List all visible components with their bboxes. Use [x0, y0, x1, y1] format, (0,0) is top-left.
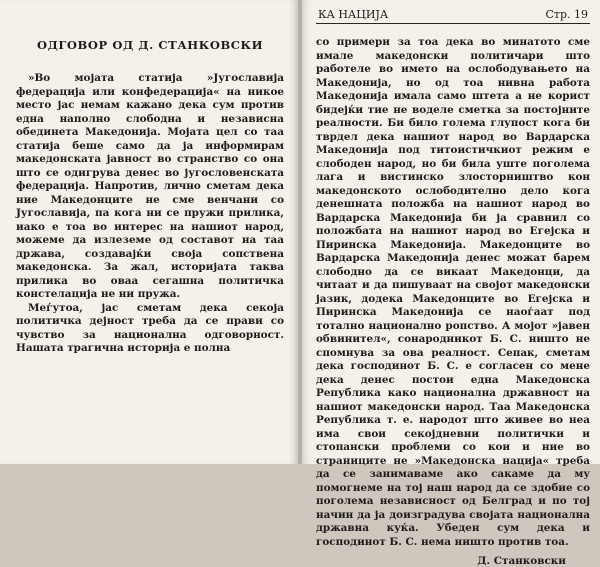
author-signature: Д. Станковски — [477, 555, 566, 567]
running-head-title: КА НАЦИЈА — [318, 8, 389, 21]
page-number: Стр. 19 — [545, 8, 588, 21]
article-title: ОДГОВОР ОД Д. СТАНКОВСКИ — [36, 38, 264, 52]
left-paragraph-1: »Во мојата статија »Југославија федерација или конфедерација« на никое место јас немам кажано дека сум против една наполно слободна и независна обединета Македонија. Мојата цел со таа статија беше само да ја информирам македонската јавност во странство со она што се одигрува денес во југословенската федерација. Напротив, лично сметам дека ние Македонците не сме венчани со Југославија, па кога ни се пружи прилика, иако е тоа во интерес на нашиот народ, можеме да излеземе од составот на таа држава, создавајќи своја сопствена македонска. За жал, историјата таква прилика во оваа сегашна политичка констелација не ни пружа. — [16, 72, 284, 300]
right-paragraph-1: со примери за тоа дека во минатото сме имале македонски политичари што работеле во името на ослободувањето на Македонија, но од тоа нивна работа Македонија имала само штета а не корист бидејќи тие не воделе сметка за постојните реалности. Би било голема глупост кога би тврдел дека нашиот народ во Вардарска Македонија под титоистичкиот режим е слободен народ, но би била уште поголема лага и вистинско злосторништво кон македонското ослободително дело кога денешната положба на нашиот народ во Вардарска Македонија би ја сравнил со положбата на нашиот народ во Егејска и Пиринска Македонија. Македонците во Вардарска Македонија денес можат барем слободно да се викаат Македонци, да читаат и да пишуваат на својот македонски јазик, додека Македонците во Егејска и Пиринска Македонија се наоѓаат под тотално национално ропство. А мојот »јавен обвинител«, сонародникот Б. С. ништо не спомнува за ова реалност. Сепак, сметам дека господинот Б. С. е согласен со мене дека денес постои една Македонска Република како национална државност на нашиот македонски народ. Таа Македонска Република т. е. народот што живее во неа има свои секојдневни политички и стопански проблеми со кои и ние во страниците не »Македонска нација« треба да се занимаваме ако сакаме да му помогнеме на тој наш народ да се здобие со поголема независност од Белград и по тој начин да ја доизградува својата национална државна куќа. Убеден сум дека и господинот Б. С. нема ништо против тоа. — [316, 36, 590, 548]
left-page — [0, 0, 298, 464]
right-page-body — [316, 24, 590, 567]
right-page — [302, 0, 600, 567]
left-paragraph-2: Меѓутоа, јас сметам дека секоја политичка дејност треба да се прави со чувство за национална одговорност. Нашата трагична историја е полна — [16, 301, 284, 354]
running-head — [316, 0, 590, 24]
